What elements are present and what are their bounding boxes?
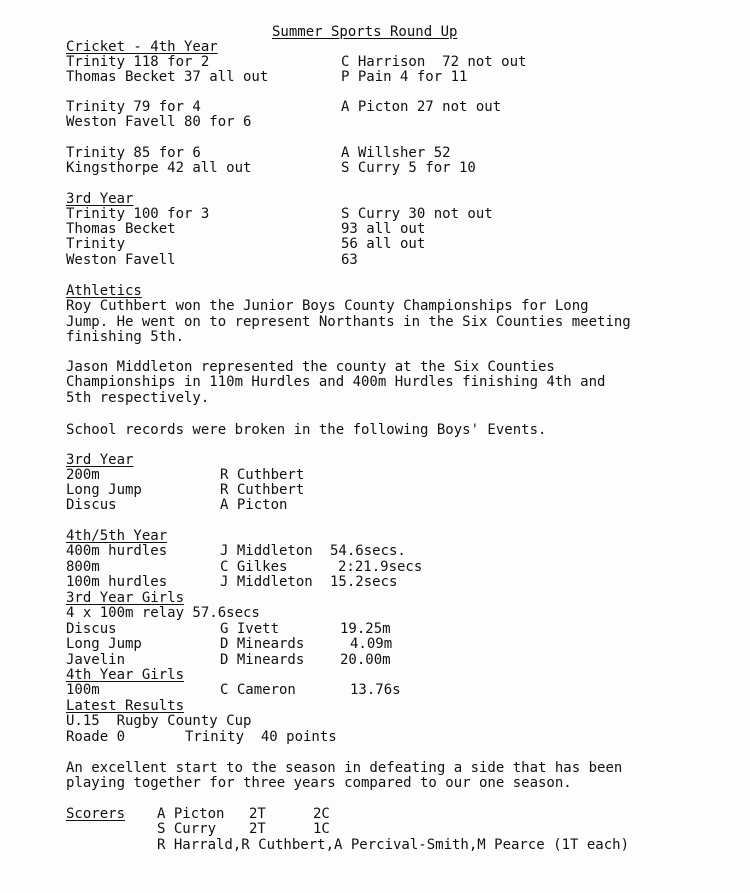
- other-scorers: R Harrald,R Cuthbert,A Percival-Smith,M Pearce (1T each): [157, 837, 630, 853]
- match-line: Thomas Becket 37 all out: [66, 69, 269, 85]
- record-result: 20.00m: [340, 652, 391, 668]
- cricket-heading: Cricket - 4th Year: [66, 39, 218, 55]
- match-score: 56 all out: [341, 236, 426, 252]
- match-line: Weston Favell 80 for 6: [66, 114, 252, 130]
- record-holder: G Ivett: [220, 621, 280, 637]
- scorers-label: Scorers: [66, 806, 126, 822]
- athletics-4th-5th-year-heading: 4th/5th Year: [66, 528, 168, 544]
- match-performer: S Curry 30 not out: [341, 206, 493, 222]
- record-result: 15.2secs: [330, 574, 398, 590]
- scorer-tries: 2T: [249, 806, 266, 822]
- record-holder: R Cuthbert: [220, 467, 305, 483]
- record-result: 54.6secs.: [330, 543, 406, 559]
- latest-results-heading: Latest Results: [66, 698, 185, 714]
- away-team-score: Trinity 40 points: [185, 729, 337, 745]
- match-line: Weston Favell: [66, 252, 176, 268]
- record-event: Long Jump: [66, 482, 142, 498]
- home-team-score: Roade 0: [66, 729, 126, 745]
- match-line: Trinity 85 for 6: [66, 145, 201, 161]
- record-holder: D Mineards: [220, 652, 305, 668]
- record-holder: D Mineards: [220, 636, 305, 652]
- record-event: 100m hurdles: [66, 574, 168, 590]
- record-event: Javelin: [66, 652, 126, 668]
- match-line: Kingsthorpe 42 all out: [66, 160, 252, 176]
- record-holder: C Gilkes: [220, 559, 288, 575]
- record-holder: A Picton: [220, 497, 288, 513]
- paragraph-line: An excellent start to the season in defeating a side that has been: [66, 760, 623, 776]
- paragraph-line: Roy Cuthbert won the Junior Boys County Championships for Long: [66, 298, 589, 314]
- relay-record: 4 x 100m relay 57.6secs: [66, 605, 260, 621]
- paragraph-line: Jump. He went on to represent Northants in the Six Counties meeting: [66, 314, 631, 330]
- record-holder: R Cuthbert: [220, 482, 305, 498]
- match-line: Thomas Becket: [66, 221, 176, 237]
- paragraph-line: School records were broken in the following Boys' Events.: [66, 422, 547, 438]
- match-line: Trinity 79 for 4: [66, 99, 201, 115]
- match-line: Trinity 118 for 2: [66, 54, 210, 70]
- record-event: 200m: [66, 467, 100, 483]
- match-performer: A Willsher 52: [341, 145, 451, 161]
- page-title: Summer Sports Round Up: [272, 24, 458, 40]
- scorer-conversions: 1C: [313, 821, 330, 837]
- girls-4th-year-heading: 4th Year Girls: [66, 667, 185, 683]
- girls-3rd-year-heading: 3rd Year Girls: [66, 590, 185, 606]
- record-event: Long Jump: [66, 636, 142, 652]
- competition-name: U.15 Rugby County Cup: [66, 713, 252, 729]
- cricket-3rd-year-heading: 3rd Year: [66, 191, 134, 207]
- record-result: 4.09m: [350, 636, 393, 652]
- scorer-tries: 2T: [249, 821, 266, 837]
- record-result: 19.25m: [340, 621, 391, 637]
- athletics-3rd-year-heading: 3rd Year: [66, 452, 134, 468]
- record-holder: J Middleton: [220, 543, 313, 559]
- record-holder: J Middleton: [220, 574, 313, 590]
- scorer-name: S Curry: [157, 821, 217, 837]
- record-result: 2:21.9secs: [338, 559, 423, 575]
- record-event: Discus: [66, 621, 117, 637]
- paragraph-line: Championships in 110m Hurdles and 400m Hurdles finishing 4th and: [66, 374, 606, 390]
- athletics-heading: Athletics: [66, 283, 142, 299]
- scorer-name: A Picton: [157, 806, 225, 822]
- paragraph-line: 5th respectively.: [66, 390, 210, 406]
- match-performer: C Harrison 72 not out: [341, 54, 527, 70]
- record-event: 100m: [66, 682, 100, 698]
- paragraph-line: Jason Middleton represented the county at the Six Counties: [66, 359, 555, 375]
- paragraph-line: playing together for three years compared to our one season.: [66, 775, 572, 791]
- record-event: 800m: [66, 559, 100, 575]
- match-line: Trinity 100 for 3: [66, 206, 210, 222]
- match-score: 93 all out: [341, 221, 426, 237]
- match-performer: S Curry 5 for 10: [341, 160, 476, 176]
- match-score: 63: [341, 252, 358, 268]
- record-holder: C Cameron: [220, 682, 296, 698]
- match-line: Trinity: [66, 236, 126, 252]
- paragraph-line: finishing 5th.: [66, 329, 185, 345]
- record-event: 400m hurdles: [66, 543, 168, 559]
- record-event: Discus: [66, 497, 117, 513]
- match-performer: P Pain 4 for 11: [341, 69, 468, 85]
- scorer-conversions: 2C: [313, 806, 330, 822]
- record-result: 13.76s: [350, 682, 401, 698]
- match-performer: A Picton 27 not out: [341, 99, 502, 115]
